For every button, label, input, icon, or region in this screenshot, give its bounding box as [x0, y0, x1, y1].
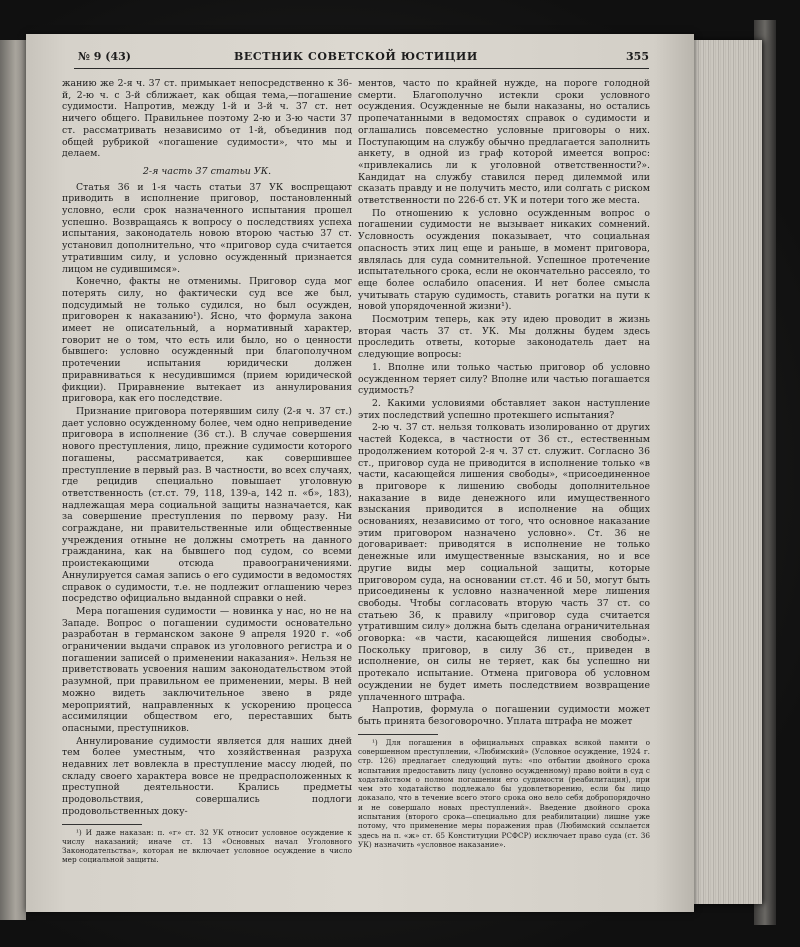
paragraph: жанию же 2-я ч. 37 ст. примыкает непосредственно к 36-й, 2-ю ч. с 3-й сближает, как общая тема,—погашение судимости. Напротив, между 1-й и 3-й ч. 37 ст. нет ничего общего. Правильнее поэтому 2-ю и 3-ю части 37 ст. рассматривать независимо от 1-й, объединив под общей рубрикой «погашение судимости», что мы и делаем.	[62, 78, 352, 160]
paragraph: По отношению к условно осужденным вопрос о погашении судимости не вызывает никаких сомнений. Условность осуждения показывает, что социальная опасность этих лиц еще и раньше, в момент приговора, являлась для суда сомнительной. Успешное протечение испытательного срока, если не окончательно рассеяло, то еще более ослабило опасения. И нет более смысла учитывать старую судимость, ставить рогатки на пути к новой упорядоченной жизни¹).	[358, 207, 650, 313]
paragraph: 1. Вполне или только частью приговор об условно осужденном теряет силу? Вполне или частью погашается судимость?	[358, 361, 650, 397]
paragraph: Мера погашения судимости — новинка у нас, но не на Западе. Вопрос о погашении судимости основательно разработан в германском законе 9 апреля 1920 г. «об ограничении выдачи справок из уголовного регистра и о погашении записей о применении наказания». Нельзя не приветствовать усвоения нашим законодательством этой разумной, при правильном ее применении, меры. В ней можно видеть заключительное звено в ряде мероприятий, направленных к ускорению процесса ассимиляции обществом его, переставших быть опасными, преступников.	[62, 605, 352, 734]
right-column	[358, 78, 650, 849]
journal-page	[26, 34, 694, 912]
page-number: 355	[626, 50, 649, 63]
left-page-edge	[0, 40, 26, 920]
footnote-rule	[62, 824, 142, 825]
page-stack-edge	[694, 40, 762, 904]
paragraph: Конечно, факты не отменимы. Приговор суда мог потерять силу, но фактически суд все же был, подсудимый не только судился, но был осужден, приговорен к наказанию¹). Ясно, что формула закона имеет не описательный, а нормативный характер, говорит не о том, что есть или было, но о ценности бывшего: условно осужденный при благополучном протечении испытания юридически должен приравниваться к несудившимся (прием юридической фикции). Приравнение вытекает из аннулирования приговора, как его последствие.	[62, 276, 352, 405]
paragraph: 2. Какими условиями обставляет закон наступление этих последствий успешно протекшего испытания?	[358, 397, 650, 421]
running-header	[74, 46, 649, 69]
footnote-rule	[358, 734, 438, 735]
paragraph: Посмотрим теперь, как эту идею проводит в жизнь вторая часть 37 ст. УК. Мы должны будем здесь проследить ответы, которые законодатель дает на следующие вопросы:	[358, 314, 650, 361]
issue-number: № 9 (43)	[78, 50, 131, 63]
paragraph: Статья 36 и 1-я часть статьи 37 УК воспрещают приводить в исполнение приговор, постановленный условно, если срок назначенного испытания прошел успешно. Возвращаясь к вопросу о последствиях успеха испытания, законодатель новою второю частью 37 ст. установил дополнительно, что «приговор суда считается утратившим силу, и условно осужденный признается лицом не судившимся».	[62, 181, 352, 275]
paragraph: ментов, часто по крайней нужде, на пороге голодной смерти. Благополучно истекли сроки условного осуждения. Осужденные не были наказаны, но остались пропечатанными в ведомостях справок о судимости и оглашались повсеместно условные приговоры о них. Поступающим на службу обычно предлагается заполнить анкету, в одной из граф которой имеется вопрос: «привлекались ли к уголовной ответственности?». Кандидат на службу ставился перед дилеммой или сказать правду и не получить место, или солгать с риском ответственности по 226-б ст. УК и потери того же места.	[358, 78, 650, 207]
paragraph: 2-ю ч. 37 ст. нельзя толковать изолированно от других частей Кодекса, в частности от 36 ст., естественным продолжением которой 2-я ч. 37 ст. служит. Согласно 36 ст., приговор суда не приводится в исполнение только «в части, касающейся лишения свободы», «присоединенное в приговоре к лишению свободы дополнительное наказание в виде денежного или имущественного взыскания приводится в исполнение на общих основаниях, независимо от того, что основное наказание этим приговором назначено условно». Ст. 36 не договаривает: приводятся в исполнение не только денежные или имущественные взыскания, но и все другие виды мер социальной защиты, которые приговором суда, на основании ст.ст. 46 и 50, могут быть присоединены к условно назначенной мере лишения свободы. Чтобы согласовать вторую часть 37 ст. со статьею 36, к правилу «приговор суда считается утратившим силу» должна быть сделана ограничительная оговорка: «в части, касающейся лишения свободы». Поскольку приговор, в силу 36 ст., приведен в исполнение, он силы не теряет, как бы успешно ни протекало испытание. Отмена приговора об условном осуждении не будет иметь последствием возвращение уплаченного штрафа.	[358, 422, 650, 703]
footnote: ¹) И даже наказан: п. «г» ст. 32 УК относит условное осуждение к числу наказаний; иначе ст. 13 «Основных начал Уголовного Законодательства», которая не включает условное осуждение в число мер социальной защиты.	[62, 827, 352, 865]
paragraph: Признание приговора потерявшим силу (2-я ч. 37 ст.) дает условно осужденному более, чем одно неприведение приговора в исполнение (36 ст.). В случае совершения нового преступления, лицо, прежние судимости которого погашены, рассматривается, как совершившее преступление в первый раз. В частности, во всех случаях, где рецидив специально повышает уголовную ответственность (ст.ст. 79, 118, 139-а, 142 п. «б», 183), надлежащая мера социальной защиты назначается, как за совершение преступления по первому разу. Ни сограждане, ни правительственные или общественные учреждения отныне не должны смотреть на данного гражданина, как на бывшего под судом, со всеми проистекающими отсюда правоограничениями. Аннулируется самая запись о его судимости в ведомостях справок о судимости, т.е. не подлежит оглашению через посредство официально выданной справки о ней.	[62, 405, 352, 605]
journal-title: ВЕСТНИК СОВЕТСКОЙ ЮСТИЦИИ	[234, 50, 478, 63]
left-column	[62, 78, 352, 865]
paragraph: Напротив, формула о погашении судимости может быть принята безоговорочно. Уплата штрафа не может	[358, 704, 650, 727]
section-heading: 2-я часть 37 статьи УК.	[142, 165, 272, 177]
paragraph: Аннулирование судимости является для наших дней тем более уместным, что хозяйственная разруха недавних лет вовлекла в преступление массу людей, по складу своего характера вовсе не предрасположенных к преступной деятельности. Крались предметы продовольствия, совершались подлоги продовольственных доку-	[62, 735, 352, 817]
footnote: ¹) Для погашения в официальных справках всякой памяти о совершенном преступлении, «Любимский» (Условное осуждение, 1924 г. стр. 126) предлагает следующий путь: «по отбытии двойного срока испытания предоставить лицу (условно осужденному) право войти в суд с ходатайством о полном погашении его судимости (реабилитация), при чем это ходатайство подлежало бы удовлетворению, если бы лицо доказало, что в течение всего этого срока оно вело себя добропорядочно и не совершало новых преступлений». Введение двойного срока испытания (второго срока—специально для реабилитации) лишне уже потому, что применение меры поражения прав (Любимский ссылается здесь на п. «ж» ст. 65 Конституции РСФСР) исключает право суда (ст. 36 УК) назначить «условное наказание».	[358, 737, 650, 849]
